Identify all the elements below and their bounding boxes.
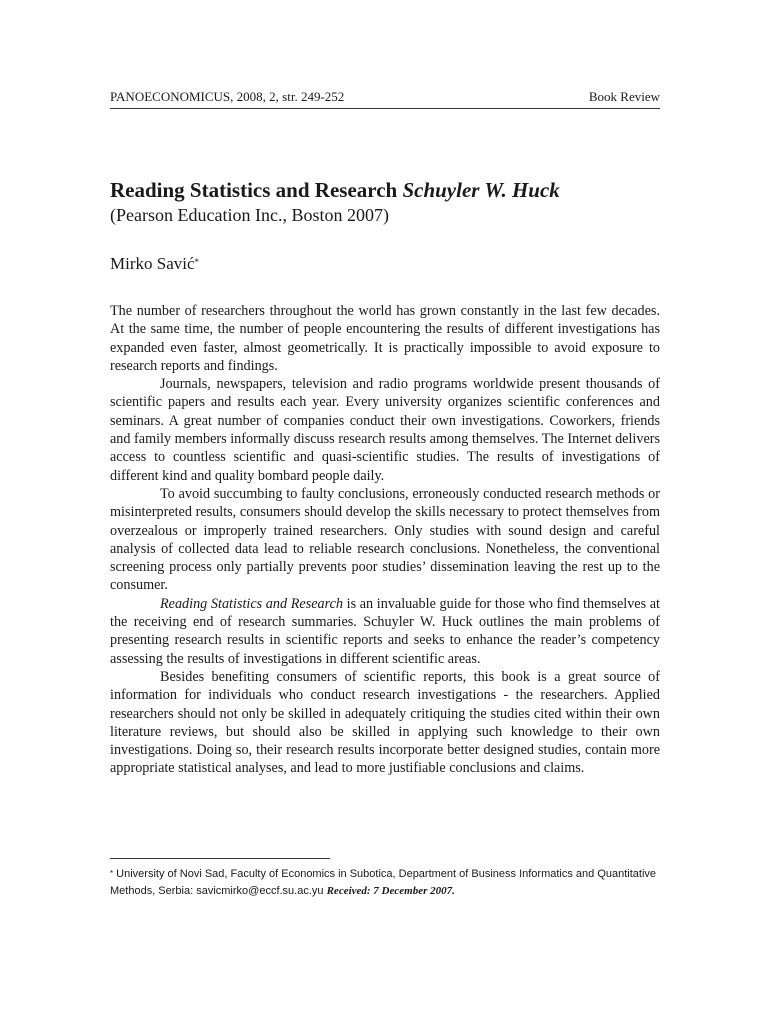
header-rule bbox=[110, 108, 660, 109]
reviewer-footnote-mark: * bbox=[194, 257, 200, 267]
reviewer-byline bbox=[110, 252, 199, 276]
book-title: Reading Statistics and Research bbox=[110, 178, 398, 202]
book-author: Schuyler W. Huck bbox=[402, 178, 560, 202]
paragraph-3: To avoid succumbing to faulty conclusions, erroneously conducted research methods or misinterpreted results, consumers should develop the skills necessary to protect themselves from overzealous or improperly trained researchers. Only studies with sound design and careful analysis of collected data lead to reliable research conclusions. Nonetheless, the conventional screening process only partially prevents poor studies’ dissemination leaving the rest up to the consumer. bbox=[110, 485, 660, 594]
paragraph-4-text: is an invaluable guide for those who find themselves at the receiving end of research summaries. Schuyler W. Huck outlines the main problems of presenting research results in scientific reports and seeks to enhance the reader’s competency assessing the results of investigations in different scientific areas. bbox=[110, 595, 660, 667]
footnote-separator bbox=[110, 858, 330, 859]
paragraph-2: Journals, newspapers, television and radio programs worldwide present thousands of scientific papers and results each year. Every university organizes scientific conferences and seminars. A great number of companies conduct their own investigations. Coworkers, friends and family members informally discuss research results among themselves. The Internet delivers access to countless scientific and quasi-scientific studies. The results of investigations of different kind and quality bombard people daily. bbox=[110, 376, 660, 484]
received-date: Received: 7 December 2007. bbox=[326, 885, 455, 897]
section-label: Book Review bbox=[588, 89, 660, 104]
running-header bbox=[110, 88, 660, 108]
paragraph-5: Besides benefiting consumers of scientific reports, this book is a great source of information for individuals who conduct research investigations - the researchers. Applied researchers should not only be skilled in adequately critiquing the studies cited within their own literature reviews, but should also be skilled in applying such knowledge to their own investigations. Doing so, their research results incorporate better designed studies, contain more appropriate statistical analyses, and lead to more justifiable conclusions and claims. bbox=[110, 668, 660, 777]
paragraph-1: The number of researchers throughout the world has grown constantly in the last few decades. At the same time, the number of people encountering the results of different investigations has expanded even faster, almost geometrically. It is practically impossible to avoid exposure to research reports and findings. bbox=[110, 303, 660, 374]
footnote-mark: * bbox=[110, 869, 114, 878]
paragraph-4 bbox=[110, 595, 660, 668]
publisher-line: (Pearson Education Inc., Boston 2007) bbox=[110, 205, 389, 225]
reviewer-name: Mirko Savić bbox=[110, 254, 195, 273]
document-page bbox=[110, 0, 660, 1024]
article-body bbox=[110, 302, 660, 778]
book-title-reference: Reading Statistics and Research bbox=[160, 595, 343, 612]
journal-citation: PANOECONOMICUS, 2008, 2, str. 249-252 bbox=[110, 89, 345, 104]
footnote bbox=[110, 866, 665, 900]
article-title bbox=[110, 177, 660, 203]
footnote-affiliation: University of Novi Sad, Faculty of Economics in Subotica, Department of Business Informatics and Quantitative Methods, Serbia: savicmirko@eccf.su.ac.yu bbox=[110, 868, 657, 897]
